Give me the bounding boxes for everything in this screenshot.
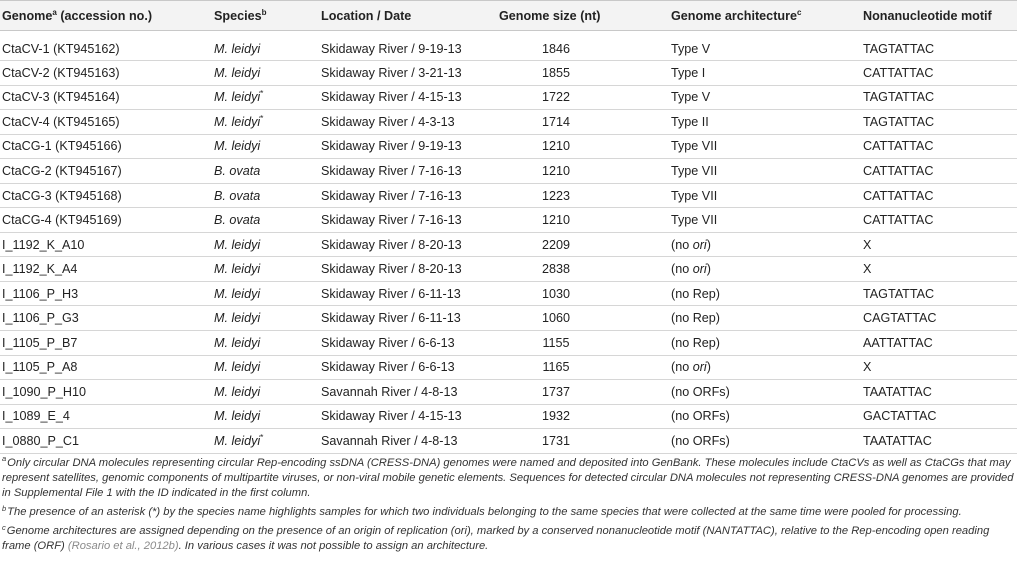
cell-motif: CATTATTAC (863, 61, 1017, 86)
cell-location: Skidaway River / 8-20-13 (321, 232, 499, 257)
cell-location: Skidaway River / 9-19-13 (321, 31, 499, 61)
cell-genome-size: 1155 (499, 331, 671, 356)
cell-architecture: Type V (671, 31, 863, 61)
table-row (0, 110, 1017, 135)
cell-location: Skidaway River / 7-16-13 (321, 183, 499, 208)
cell-genome-size: 2838 (499, 257, 671, 282)
header-genome-size: Genome size (nt) (499, 1, 671, 31)
cell-genome: CtaCG-4 (KT945169) (0, 208, 214, 233)
cell-genome: I_1090_P_H10 (0, 380, 214, 405)
cell-genome-size: 1731 (499, 429, 671, 454)
cell-genome: I_1192_K_A4 (0, 257, 214, 282)
cell-genome-size: 1855 (499, 61, 671, 86)
cell-motif: CATTATTAC (863, 208, 1017, 233)
cell-genome-size: 1714 (499, 110, 671, 135)
cell-genome: CtaCG-3 (KT945168) (0, 183, 214, 208)
cell-architecture: (no ori) (671, 355, 863, 380)
cell-architecture: Type VII (671, 208, 863, 233)
table-row (0, 61, 1017, 86)
cell-architecture: (no ORFs) (671, 404, 863, 429)
cell-location: Skidaway River / 4-15-13 (321, 404, 499, 429)
cell-species: B. ovata (214, 183, 321, 208)
cell-architecture: Type II (671, 110, 863, 135)
cell-architecture: Type VII (671, 183, 863, 208)
cell-genome: CtaCG-2 (KT945167) (0, 159, 214, 184)
footnote-b: $^b$The presence of an asterisk (*) by the species name highlights samples for which two individuals belonging to the same species that were collected at the same time were pooled for processing. (2, 503, 962, 519)
table-row (0, 404, 1017, 429)
cell-architecture: (no ori) (671, 232, 863, 257)
cell-genome-size: 1060 (499, 306, 671, 331)
footnote-c: $^c$Genome architectures are assigned depending on the presence of an origin of replication (ori), marked by a conserved nonanucleotide motif (NANTATTAC), relative to the Rep-encoding open reading frame (ORF) (Rosario et al., 2012b). In various cases it was not possible to assign an architecture. (2, 522, 990, 553)
table-row (0, 208, 1017, 233)
header-location: Location / Date (321, 1, 499, 31)
cell-species: M. leidyi (214, 355, 321, 380)
cell-architecture: (no ori) (671, 257, 863, 282)
cell-motif: TAATATTAC (863, 429, 1017, 454)
footnotes (2, 456, 1014, 559)
cell-species: M. leidyi (214, 404, 321, 429)
cell-architecture: (no ORFs) (671, 380, 863, 405)
cell-genome: I_1106_P_G3 (0, 306, 214, 331)
cell-motif: AATTATTAC (863, 331, 1017, 356)
cell-architecture: (no Rep) (671, 306, 863, 331)
table-body (0, 31, 1017, 454)
cell-species: M. leidyi* (214, 429, 321, 454)
table-row (0, 159, 1017, 184)
cell-species: B. ovata (214, 159, 321, 184)
cell-motif: CAGTATTAC (863, 306, 1017, 331)
cell-location: Skidaway River / 7-16-13 (321, 159, 499, 184)
cell-motif: TAGTATTAC (863, 85, 1017, 110)
table-row (0, 85, 1017, 110)
cell-genome: I_1105_P_A8 (0, 355, 214, 380)
cell-architecture: Type VII (671, 159, 863, 184)
citation-link[interactable]: (Rosario et al., 2012b) (67, 540, 179, 553)
cell-species: M. leidyi (214, 257, 321, 282)
cell-genome: CtaCV-1 (KT945162) (0, 31, 214, 61)
table-row (0, 331, 1017, 356)
table-row (0, 281, 1017, 306)
table-row (0, 306, 1017, 331)
table-row (0, 134, 1017, 159)
table-row (0, 232, 1017, 257)
cell-motif: GACTATTAC (863, 404, 1017, 429)
cell-genome: I_0880_P_C1 (0, 429, 214, 454)
cell-architecture: Type VII (671, 134, 863, 159)
cell-location: Skidaway River / 4-15-13 (321, 85, 499, 110)
cell-genome-size: 1165 (499, 355, 671, 380)
cell-location: Savannah River / 4-8-13 (321, 380, 499, 405)
cell-location: Skidaway River / 3-21-13 (321, 61, 499, 86)
cell-motif: X (863, 232, 1017, 257)
header-motif: Nonanucleotide motif (863, 1, 1017, 31)
cell-location: Skidaway River / 4-3-13 (321, 110, 499, 135)
cell-genome: CtaCV-3 (KT945164) (0, 85, 214, 110)
cell-motif: X (863, 257, 1017, 282)
cell-genome-size: 1223 (499, 183, 671, 208)
cell-location: Skidaway River / 7-16-13 (321, 208, 499, 233)
cell-genome: I_1192_K_A10 (0, 232, 214, 257)
cell-architecture: (no ORFs) (671, 429, 863, 454)
cell-architecture: (no Rep) (671, 331, 863, 356)
cell-motif: TAATATTAC (863, 380, 1017, 405)
header-species: Species$^b$ (214, 1, 321, 31)
cell-genome: CtaCV-4 (KT945165) (0, 110, 214, 135)
table-header-row (0, 1, 1017, 31)
table-row (0, 183, 1017, 208)
footnote-a: $^a$Only circular DNA molecules representing circular Rep-encoding ssDNA (CRESS-DNA) genomes were named and deposited into GenBank. These molecules include CtaCVs as well as CtaCGs that may represent satellites, genomic components of multipartite viruses, or non-viral mobile genetic elements. Sequences for detected circular DNA molecules not representing CRESS-DNA genomes are provided in Supplemental File 1 with the ID indicated in the first column. (2, 454, 1014, 500)
cell-motif: X (863, 355, 1017, 380)
cell-species: B. ovata (214, 208, 321, 233)
cell-location: Skidaway River / 8-20-13 (321, 257, 499, 282)
cell-genome-size: 1210 (499, 159, 671, 184)
cell-location: Skidaway River / 6-11-13 (321, 281, 499, 306)
cell-genome-size: 1030 (499, 281, 671, 306)
cell-motif: TAGTATTAC (863, 110, 1017, 135)
cell-genome-size: 1722 (499, 85, 671, 110)
cell-genome-size: 1846 (499, 31, 671, 61)
cell-motif: TAGTATTAC (863, 281, 1017, 306)
cell-motif: CATTATTAC (863, 159, 1017, 184)
cell-species: M. leidyi (214, 134, 321, 159)
cell-genome: I_1089_E_4 (0, 404, 214, 429)
cell-species: M. leidyi (214, 306, 321, 331)
cell-genome-size: 1932 (499, 404, 671, 429)
cell-genome-size: 1737 (499, 380, 671, 405)
cell-species: M. leidyi* (214, 85, 321, 110)
header-architecture: Genome architecture$^c$ (671, 1, 863, 31)
cell-motif: TAGTATTAC (863, 31, 1017, 61)
cell-genome: I_1106_P_H3 (0, 281, 214, 306)
cell-location: Savannah River / 4-8-13 (321, 429, 499, 454)
cell-location: Skidaway River / 6-6-13 (321, 355, 499, 380)
table-row (0, 429, 1017, 454)
cell-species: M. leidyi (214, 232, 321, 257)
cell-location: Skidaway River / 9-19-13 (321, 134, 499, 159)
cell-genome-size: 1210 (499, 208, 671, 233)
cell-genome: I_1105_P_B7 (0, 331, 214, 356)
table-row (0, 257, 1017, 282)
cell-architecture: (no Rep) (671, 281, 863, 306)
cell-architecture: Type I (671, 61, 863, 86)
header-genome: Genome$^a$ (accession no.) (0, 1, 214, 31)
cell-species: M. leidyi (214, 31, 321, 61)
table-row (0, 380, 1017, 405)
cell-genome-size: 2209 (499, 232, 671, 257)
cell-species: M. leidyi (214, 380, 321, 405)
cell-architecture: Type V (671, 85, 863, 110)
table-row (0, 355, 1017, 380)
table-row (0, 31, 1017, 61)
cell-species: M. leidyi* (214, 110, 321, 135)
cell-location: Skidaway River / 6-6-13 (321, 331, 499, 356)
cell-motif: CATTATTAC (863, 183, 1017, 208)
cell-species: M. leidyi (214, 281, 321, 306)
cell-genome: CtaCV-2 (KT945163) (0, 61, 214, 86)
cell-genome: CtaCG-1 (KT945166) (0, 134, 214, 159)
cell-motif: CATTATTAC (863, 134, 1017, 159)
cell-species: M. leidyi (214, 331, 321, 356)
cell-genome-size: 1210 (499, 134, 671, 159)
cell-location: Skidaway River / 6-11-13 (321, 306, 499, 331)
cell-species: M. leidyi (214, 61, 321, 86)
